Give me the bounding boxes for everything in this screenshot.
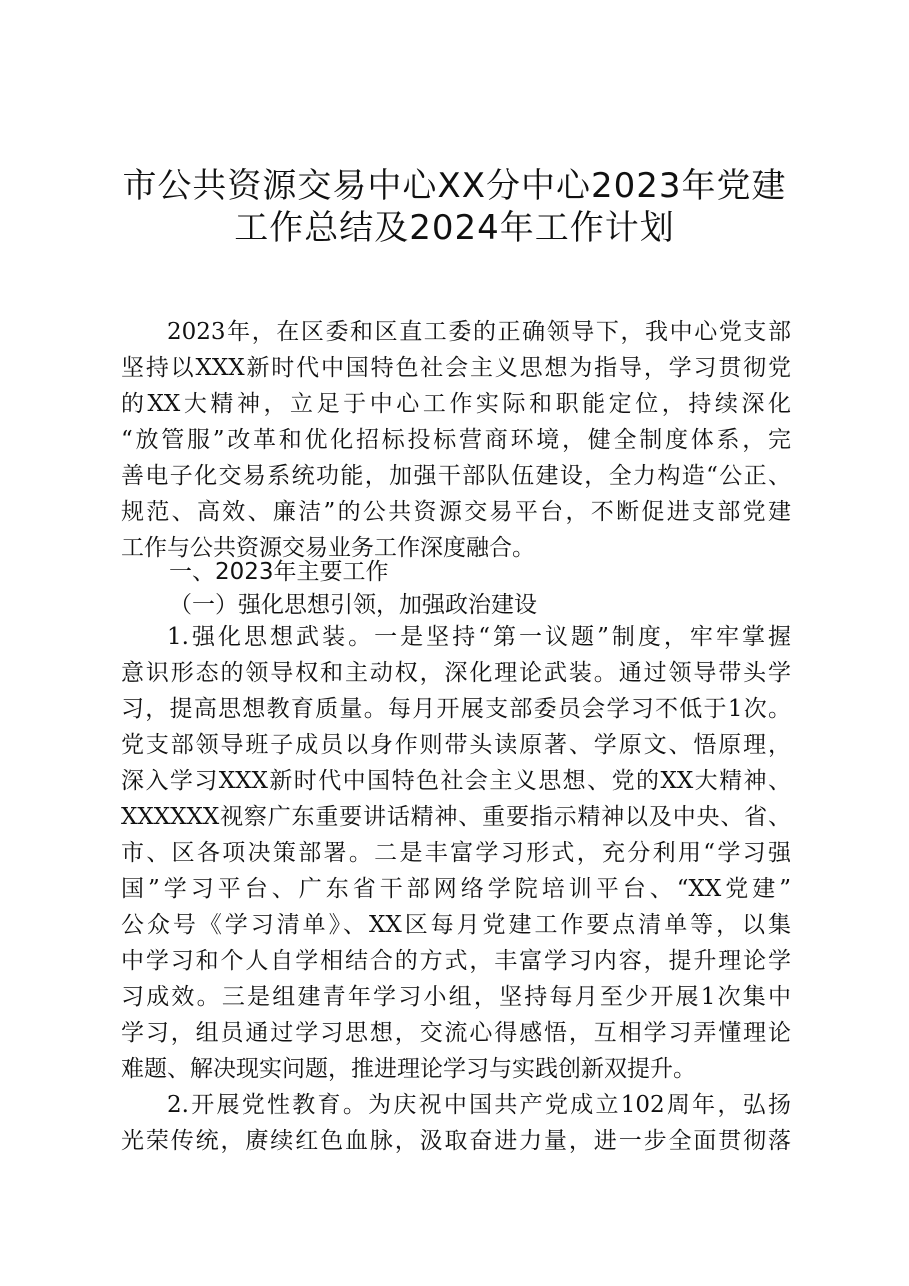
document-title-line-1: 市公共资源交易中心XX分中心2023年党建	[122, 166, 787, 206]
subsection-heading: （一）强化思想引领，加强政治建设	[169, 592, 537, 618]
item1-line: 市、区各项决策部署。二是丰富学习形式，充分利用“学习强	[121, 840, 791, 866]
item1-line: 意识形态的领导权和主动权，深化理论武装。通过领导带头学	[121, 660, 791, 686]
item1-line: 党支部领导班子成员以身作则带头读原著、学原文、悟原理，	[121, 732, 791, 758]
intro-line: 2023年，在区委和区直工委的正确领导下，我中心党支部	[167, 319, 791, 345]
intro-line: 的XX大精神，立足于中心工作实际和职能定位，持续深化	[121, 391, 791, 417]
section-heading: 一、2023年主要工作	[169, 559, 389, 585]
item1-line: 学习，组员通过学习思想，交流心得感悟，互相学习弄懂理论	[121, 1020, 791, 1046]
item1-line: XXXXXX视察广东重要讲话精神、重要指示精神以及中央、省、	[121, 804, 791, 830]
document-title-line-2: 工作总结及2024年工作计划	[234, 208, 675, 248]
item1-line: 中学习和个人自学相结合的方式，丰富学习内容，提升理论学	[121, 948, 791, 974]
intro-line: 善电子化交易系统功能，加强干部队伍建设，全力构造“公正、	[121, 463, 791, 489]
item1-line: 公众号《学习清单》、XX区每月党建工作要点清单等，以集	[121, 912, 791, 938]
item1-line: 深入学习XXX新时代中国特色社会主义思想、党的XX大精神、	[121, 768, 791, 794]
item1-line: 国”学习平台、广东省干部网络学院培训平台、“XX党建”	[121, 876, 791, 902]
item1-line: 难题、解决现实问题，推进理论学习与实践创新双提升。	[121, 1056, 696, 1082]
item2-line: 光荣传统，赓续红色血脉，汲取奋进力量，进一步全面贯彻落	[121, 1128, 791, 1154]
intro-line: 工作与公共资源交易业务工作深度融合。	[121, 535, 535, 561]
item1-line: 习，提高思想教育质量。每月开展支部委员会学习不低于1次。	[121, 696, 791, 722]
intro-line: “放管服”改革和优化招标投标营商环境，健全制度体系，完	[121, 427, 791, 453]
item2-line: 2.开展党性教育。为庆祝中国共产党成立102周年，弘扬	[167, 1092, 791, 1118]
intro-line: 规范、高效、廉洁”的公共资源交易平台，不断促进支部党建	[121, 499, 791, 525]
item1-line: 1.强化思想武装。一是坚持“第一议题”制度，牢牢掌握	[167, 624, 791, 650]
intro-line: 坚持以XXX新时代中国特色社会主义思想为指导，学习贯彻党	[121, 355, 791, 381]
item1-line: 习成效。三是组建青年学习小组，坚持每月至少开展1次集中	[121, 984, 791, 1010]
